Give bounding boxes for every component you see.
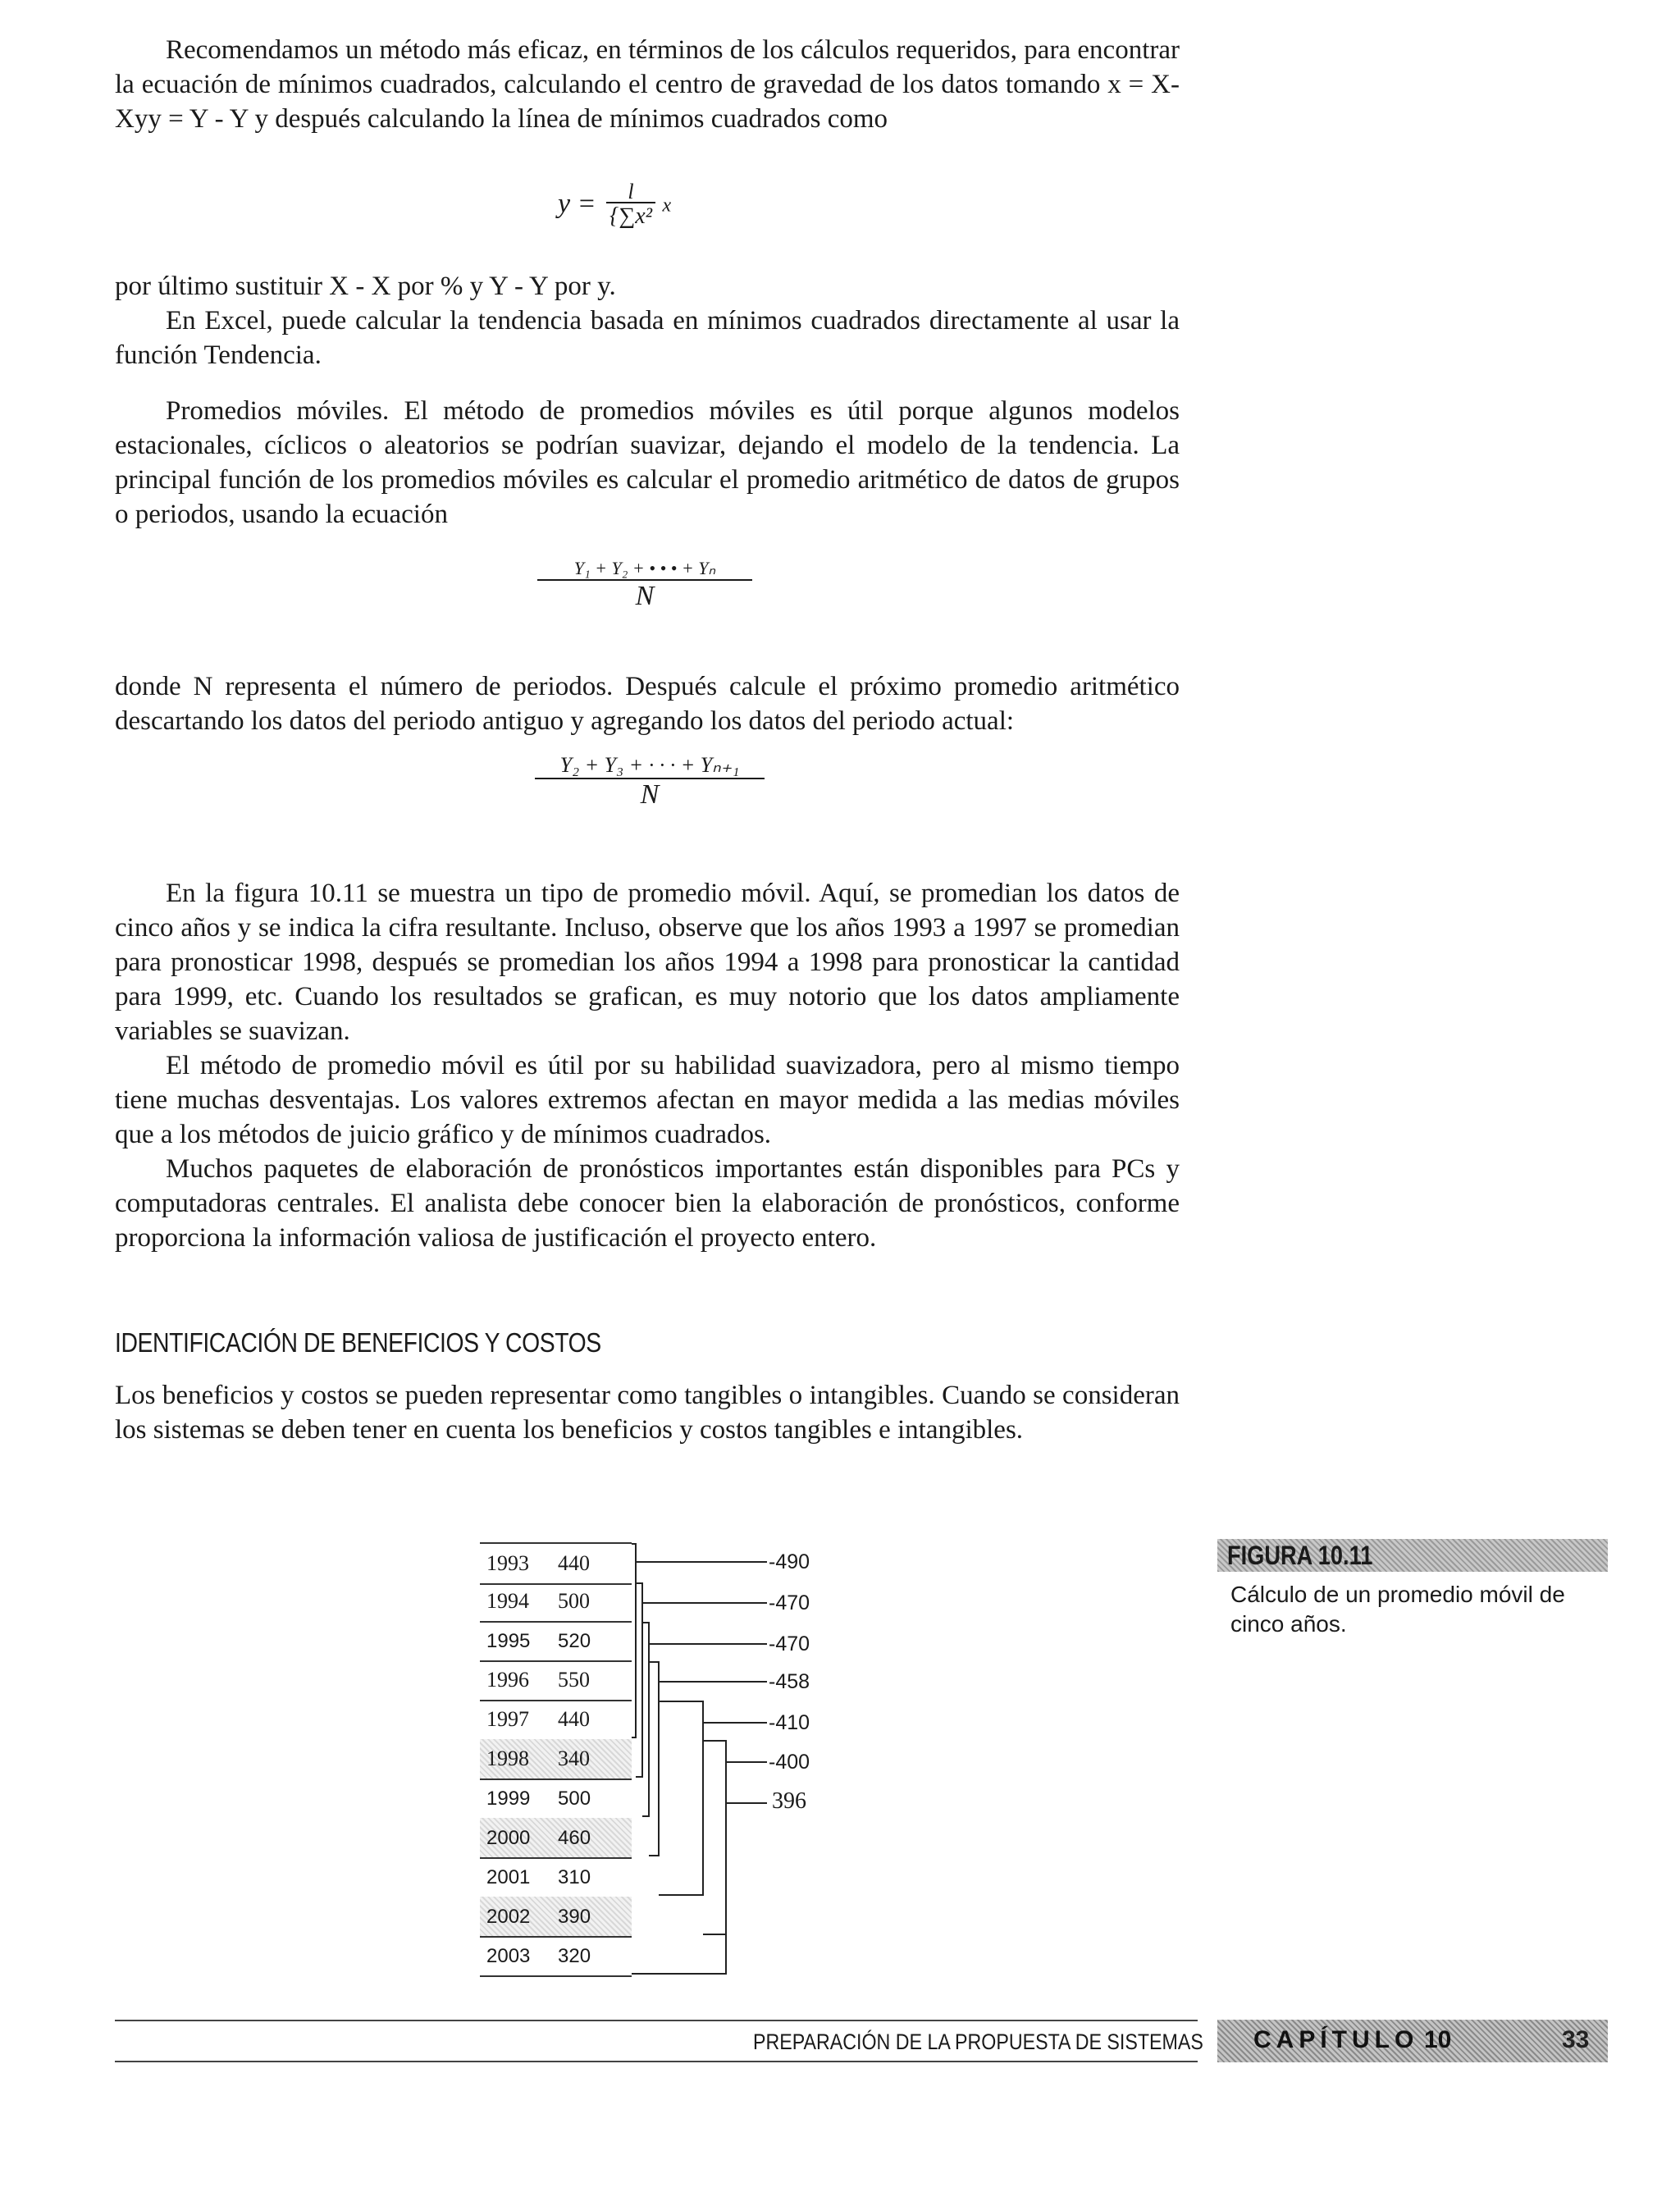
footer-rule-top — [115, 2020, 1198, 2021]
value-cell: 440 — [558, 1551, 590, 1575]
moving-averages-block — [115, 394, 1180, 532]
paragraph-benefits: Los beneficios y costos se pueden representar como tangibles o intangibles. Cuando se consideran los sistemas se deben tener en cuenta los beneficios y costos tangibles e intangibles. — [115, 1381, 1180, 1445]
paragraph-intro: Recomendamos un método más eficaz, en términos de los cálculos requeridos, para encontrar la ecuación de mínimos cuadrados, calculando el centro de gravedad de los datos tomando x = X-Xyy = Y - Y y después calculando la línea de mínimos cuadrados como — [115, 35, 1180, 134]
eq-denominator: {∑x² — [606, 202, 655, 230]
page-number: 33 — [1562, 2026, 1590, 2053]
year-cell: 1999 — [486, 1788, 531, 1810]
substitute-block — [115, 269, 1180, 372]
average-value: -470 — [769, 1591, 810, 1614]
chapter-label: CAPÍTULO — [1253, 2026, 1419, 2053]
ma2-denominator: N — [640, 779, 660, 810]
eq-x: x — [662, 194, 672, 217]
value-cell: 500 — [558, 1788, 591, 1810]
year-cell: 1994 — [486, 1589, 529, 1613]
value-cell: 550 — [558, 1668, 590, 1692]
year-cell: 2003 — [486, 1945, 531, 1967]
average-value: -458 — [769, 1670, 810, 1693]
average-value: -400 — [769, 1751, 810, 1774]
value-cell: 460 — [558, 1827, 591, 1849]
benefits-block — [115, 1378, 1180, 1447]
footer-title: PREPARACIÓN DE LA PROPUESTA DE SISTEMAS — [753, 2030, 1203, 2054]
value-cell: 520 — [558, 1630, 591, 1652]
value-cell: 440 — [558, 1707, 590, 1731]
value-cell: 500 — [558, 1589, 590, 1613]
ma1-denominator: N — [635, 581, 655, 611]
year-cell: 2000 — [486, 1827, 531, 1849]
section-heading: IDENTIFICACIÓN DE BENEFICIOS Y COSTOS — [115, 1327, 601, 1358]
value-cell: 390 — [558, 1906, 591, 1928]
paragraph-moving-averages: Promedios móviles. El método de promedios móviles es útil porque algunos modelos estacionales, cíclicos o aleatorios se podrían suavizar, dejando el modelo de la tendencia. La principal función de los promedios móviles es calcular el promedio aritmético de datos de grupos o periodos, usando la ecuación — [115, 396, 1180, 529]
paragraph-where-n: donde N representa el número de periodos. Después calcule el próximo promedio aritmético descartando los datos del periodo antiguo y agregando los datos del periodo actual: — [115, 672, 1180, 736]
year-cell: 1997 — [486, 1707, 529, 1731]
chapter-number: 10 — [1424, 2026, 1452, 2053]
paragraph-packages: Muchos paquetes de elaboración de pronósticos importantes están disponibles para PCs y computadoras centrales. El analista debe conocer bien la elaboración de pronósticos, conforme proporciona la información valiosa de justificación el proyecto entero. — [115, 1154, 1180, 1253]
year-cell: 1996 — [486, 1668, 529, 1692]
year-cell: 2001 — [486, 1866, 531, 1888]
value-cell: 340 — [558, 1747, 590, 1770]
moving-average-equation-2 — [535, 753, 765, 810]
average-value: -470 — [769, 1632, 810, 1655]
average-value: 396 — [772, 1788, 806, 1814]
moving-average-equation-1 — [537, 558, 752, 612]
chapter-banner — [1217, 2020, 1608, 2062]
paragraph-substitute: por último sustituir X - X por % y Y - Y por y. — [115, 272, 616, 301]
average-value: -410 — [769, 1711, 810, 1734]
year-cell: 1993 — [486, 1551, 529, 1575]
year-cell: 1995 — [486, 1630, 531, 1652]
figure-caption-banner — [1217, 1539, 1608, 1572]
least-squares-equation — [558, 182, 671, 230]
year-cell: 1998 — [486, 1747, 529, 1770]
footer-rule-bottom — [115, 2061, 1198, 2062]
moving-average-figure — [480, 1542, 857, 2002]
figure-caption-text: Cálculo de un promedio móvil de cinco años. — [1230, 1582, 1565, 1637]
paragraph-excel: En Excel, puede calcular la tendencia basada en mínimos cuadrados directamente al usar la función Tendencia. — [115, 306, 1180, 370]
figure-caption-title: FIGURA 10.11 — [1227, 1541, 1373, 1570]
ma2-numerator: Y₂ + Y₃ + · · · + Yₙ₊₁ — [559, 753, 740, 777]
where-n-block — [115, 669, 1180, 738]
value-cell: 320 — [558, 1945, 591, 1967]
year-cell: 2002 — [486, 1906, 531, 1928]
discussion-block — [115, 876, 1180, 1255]
paragraph-useful: El método de promedio móvil es útil por su habilidad suavizadora, pero al mismo tiempo tiene muchas desventajas. Los valores extremos afectan en mayor medida a las medias móviles que a los métodos de juicio gráfico y de mínimos cuadrados. — [115, 1051, 1180, 1149]
eq-numerator: l — [628, 180, 634, 203]
average-value: -490 — [769, 1550, 810, 1573]
ma1-numerator: Y₁ + Y₂ + • • • + Yₙ — [573, 558, 716, 578]
eq-lhs: y = — [558, 188, 596, 219]
value-cell: 310 — [558, 1866, 591, 1888]
paragraph-figure-ref: En la figura 10.11 se muestra un tipo de promedio móvil. Aquí, se promedian los datos de cinco años y se indica la cifra resultante. Incluso, observe que los años 1993 a 1997 se promedian para pronosticar 1998, después se promedian los años 1994 a 1998 para pronosticar la cantidad para 1999, etc. Cuando los resultados se grafican, es muy notorio que los datos ampliamente variables se suavizan. — [115, 879, 1180, 1046]
intro-block — [115, 33, 1180, 136]
